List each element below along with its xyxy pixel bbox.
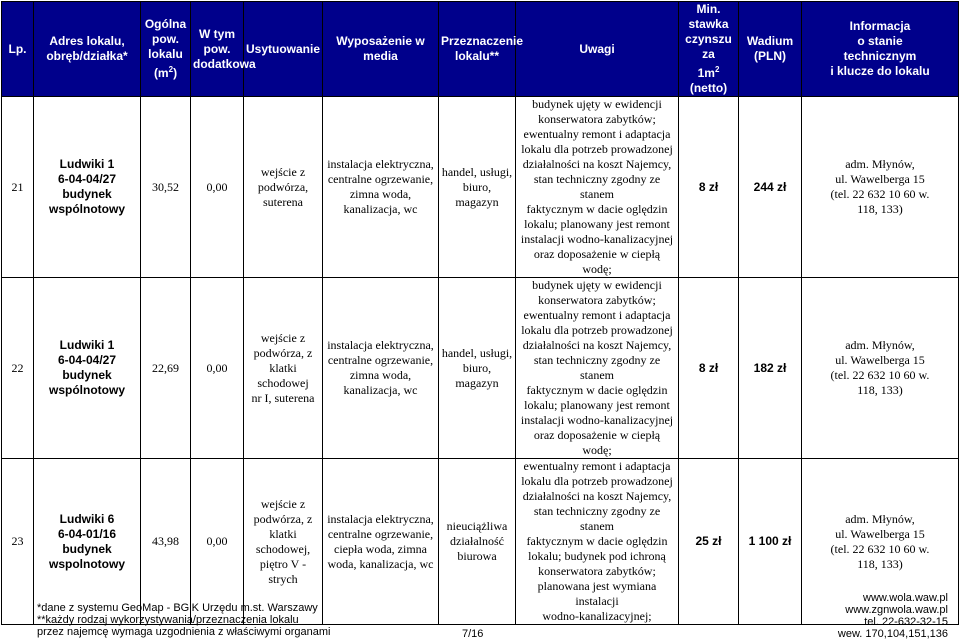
- cell-total-area: 43,98: [141, 459, 191, 625]
- cell-min-rate: 25 zł: [679, 459, 739, 625]
- cell-deposit: 182 zł: [739, 278, 802, 459]
- header-deposit: Wadium (PLN): [739, 2, 802, 97]
- cell-location: wejście z podwórza, z klatki schodowej nr I, suterena: [244, 278, 323, 459]
- header-technical-info: Informacja o stanie technicznym i klucze do lokalu: [802, 2, 959, 97]
- cell-utilities: instalacja elektryczna, centralne ogrzewanie, zimna woda, kanalizacja, wc: [323, 278, 439, 459]
- footnote-approval: przez najemcę wymaga uzgodnienia z właściwymi organami: [37, 626, 331, 638]
- cell-address: Ludwiki 6 6-04-01/16 budynek wspolnotowy: [34, 459, 141, 625]
- listing-table: [1, 1, 959, 625]
- cell-additional-area: 0,00: [191, 278, 244, 459]
- header-total-area: Ogólna pow. lokalu $(m^2)$: [141, 2, 191, 97]
- header-address: Adres lokalu, obręb/działka*: [34, 2, 141, 97]
- footer-notes: [37, 602, 330, 638]
- cell-address: Ludwiki 1 6-04-04/27 budynek wspólnotowy: [34, 278, 141, 459]
- header-min-rate: Min. stawka czynszu za $1m^2$ (netto): [679, 2, 739, 97]
- cell-purpose: nieuciążliwa działalność biurowa: [439, 459, 516, 625]
- cell-deposit: 244 zł: [739, 97, 802, 278]
- cell-total-area: 22,69: [141, 278, 191, 459]
- contact-phone: tel. 22-632-32-15: [864, 616, 948, 628]
- table-row: [2, 97, 959, 278]
- header-utilities: Wyposażenie w media: [323, 2, 439, 97]
- cell-min-rate: 8 zł: [679, 97, 739, 278]
- cell-location: wejście z podwórza, z klatki schodowej, piętro V - strych: [244, 459, 323, 625]
- page-footer: [0, 592, 960, 643]
- page-number: 7/16: [462, 628, 484, 640]
- link-wola[interactable]: www.wola.waw.pl: [863, 592, 948, 604]
- cell-address: Ludwiki 1 6-04-04/27 budynek wspólnotowy: [34, 97, 141, 278]
- cell-additional-area: 0,00: [191, 97, 244, 278]
- cell-remarks: budynek ujęty w ewidencji konserwatora zabytków; ewentualny remont i adaptacja lokalu dla potrzeb prowadzonej działalności na koszt Najemcy, stan techniczny zgodny ze stanem faktycznym w dacie oględzin lokalu; planowany jest remont instalacji wodno-kanalizacyjnej oraz doposażenie w ciepłą wodę;: [516, 97, 679, 278]
- footnote-source: *dane z systemu GeoMap - BGiK Urzędu m.st. Warszawy: [37, 602, 318, 614]
- cell-total-area: 30,52: [141, 97, 191, 278]
- table-row: [2, 278, 959, 459]
- cell-purpose: handel, usługi, biuro, magazyn: [439, 278, 516, 459]
- footnote-usage: **każdy rodzaj wykorzystywania/przeznaczenia lokalu: [37, 614, 299, 626]
- cell-lp: 22: [2, 278, 34, 459]
- cell-remarks: ewentualny remont i adaptacja lokalu dla potrzeb prowadzonej działalności na koszt Najemcy, stan techniczny zgodny ze stanem faktycznym w dacie oględzin lokalu; budynek pod ichroną konserwatora zabytków; planowana jest wymiana instalacji wodno-kanalizacyjnej;: [516, 459, 679, 625]
- link-zgnwola[interactable]: www.zgnwola.waw.pl: [845, 604, 948, 616]
- header-lp: Lp.: [2, 2, 34, 97]
- cell-technical-info: adm. Młynów, ul. Wawelberga 15 (tel. 22 632 10 60 w. 118, 133): [802, 459, 959, 625]
- cell-technical-info: adm. Młynów, ul. Wawelberga 15 (tel. 22 632 10 60 w. 118, 133): [802, 278, 959, 459]
- cell-remarks: budynek ujęty w ewidencji konserwatora zabytków; ewentualny remont i adaptacja lokalu dla potrzeb prowadzonej działalności na koszt Najemcy, stan techniczny zgodny ze stanem faktycznym w dacie oględzin lokalu; planowany jest remont instalacji wodno-kanalizacyjnej oraz doposażenie w ciepłą wodę;: [516, 278, 679, 459]
- cell-purpose: handel, usługi, biuro, magazyn: [439, 97, 516, 278]
- header-row: [2, 2, 959, 97]
- cell-min-rate: 8 zł: [679, 278, 739, 459]
- cell-additional-area: 0,00: [191, 459, 244, 625]
- cell-utilities: instalacja elektryczna, centralne ogrzewanie, zimna woda, kanalizacja, wc: [323, 97, 439, 278]
- header-remarks: Uwagi: [516, 2, 679, 97]
- cell-technical-info: adm. Młynów, ul. Wawelberga 15 (tel. 22 632 10 60 w. 118, 133): [802, 97, 959, 278]
- cell-deposit: 1 100 zł: [739, 459, 802, 625]
- cell-lp: 21: [2, 97, 34, 278]
- footer-contact: [838, 592, 948, 640]
- cell-utilities: instalacja elektryczna, centralne ogrzewanie, ciepła woda, zimna woda, kanalizacja, wc: [323, 459, 439, 625]
- header-additional-area: W tym pow. dodatkowa: [191, 2, 244, 97]
- contact-extensions: wew. 170,104,151,136: [837, 628, 948, 640]
- cell-lp: 23: [2, 459, 34, 625]
- header-location: Usytuowanie: [244, 2, 323, 97]
- cell-location: wejście z podwórza, suterena: [244, 97, 323, 278]
- header-purpose: Przeznaczenie lokalu**: [439, 2, 516, 97]
